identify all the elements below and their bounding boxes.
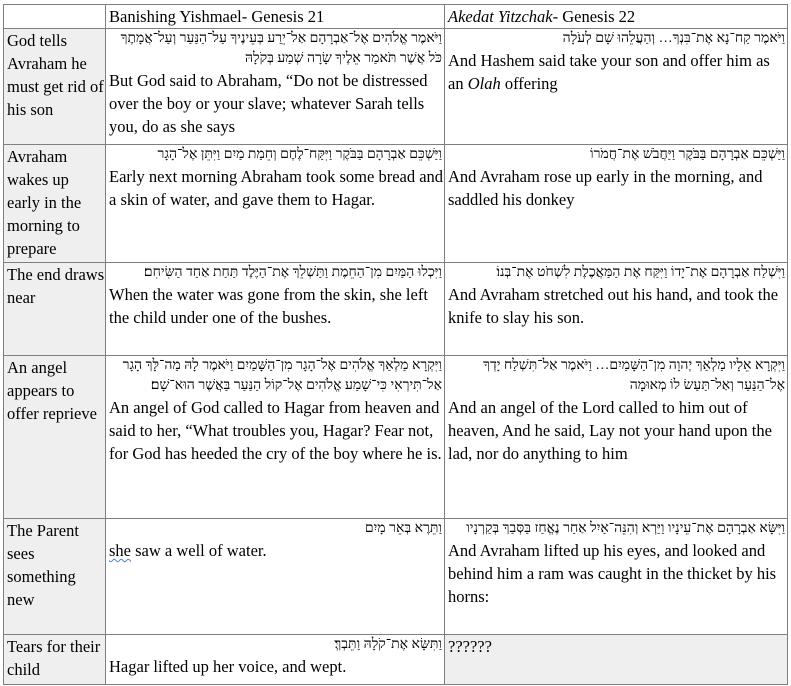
english-translation <box>109 539 444 562</box>
table-row <box>4 263 788 356</box>
genesis-21-cell <box>106 519 445 635</box>
header-genesis-22-text: - Genesis 22 <box>552 7 636 26</box>
english-translation: And Avraham stretched out his hand, and took the knife to slay his son. <box>448 285 779 327</box>
row-label <box>4 635 106 685</box>
row-label-text: God tells Avraham he must get rid of his son <box>7 31 104 119</box>
row-label <box>4 519 106 635</box>
spellcheck-word[interactable]: she <box>109 541 131 560</box>
hebrew-verse: וַיִּשְׁלַח אַבְרָהָם אֶת־יָדוֹ וַיִּקַּח אֶת הַמַּאֲכֶלֶת לִשְׁחֹט אֶת־בְּנוֹ׃ <box>496 265 785 280</box>
english-translation: But God said to Abraham, “Do not be distressed over the boy or your slave; whatever Sarah tells you, do as she says <box>109 71 428 136</box>
hebrew-verse: וַיִּקְרָא מַלְאַךְ אֱלֹהִים אֶל־הָגָר מִן־הַשָּׁמַיִם וַיֹּאמֶר לָהּ מַה־לָּךְ הָגָר אַל־תִּירְאִי כִּי־שָׁמַע אֱלֹהִים אֶל־קוֹל הַנַּעַר בַּאֲשֶׁר הוּא־שָׁם׃ <box>122 358 442 393</box>
hebrew-verse: וַתִּשָּׂא אֶת־קֹלָהּ וַתֵּבְךְּ׃ <box>334 637 442 652</box>
hebrew-verse: וַיֹּאמֶר קַח־נָא אֶת־בִּנְךָ… וְהַעֲלֵהוּ שָׁם לְעֹלָה <box>562 31 785 46</box>
row-label <box>4 263 106 356</box>
genesis-22-cell <box>445 356 788 519</box>
row-label <box>4 356 106 519</box>
row-label <box>4 29 106 145</box>
genesis-22-cell <box>445 263 788 356</box>
genesis-21-cell <box>106 356 445 519</box>
genesis-21-cell <box>106 145 445 263</box>
row-label-text: An angel appears to offer reprieve <box>7 358 97 423</box>
genesis-22-cell <box>445 519 788 635</box>
english-translation: Early next morning Abraham took some bread and a skin of water, and gave them to Hagar. <box>109 167 444 209</box>
header-genesis-22 <box>445 5 788 29</box>
hebrew-verse: וַיִּקְרָא אֵלָיו מַלְאַךְ יְהוָה מִן־הַשָּׁמַיִם… וַיֹּאמֶר אַל־תִּשְׁלַח יָדְךָ אֶל־הַנַּעַר וְאַל־תַּעַשׂ לוֹ מְאוּמָה <box>483 358 785 393</box>
row-label-text: Avraham wakes up early in the morning to prepare <box>7 147 82 258</box>
genesis-22-cell <box>445 29 788 145</box>
english-translation <box>448 49 787 95</box>
table-row <box>4 29 788 145</box>
hebrew-verse: וַיֹּאמֶר אֱלֹהִים אֶל־אַבְרָהָם אַל־יֵרַע בְּעֵינֶיךָ עַל־הַנַּעַר וְעַל־אֲמָתֶךָ כֹּל אֲשֶׁר תֹּאמַר אֵלֶיךָ שָׂרָה שְׁמַע בְּקֹלָהּ <box>120 31 442 66</box>
row-label-text: The end draws near <box>7 265 105 307</box>
english-translation: And Avraham rose up early in the morning, and saddled his donkey <box>448 167 763 209</box>
english-text: offering <box>500 74 558 93</box>
hebrew-verse: וַיִּכְלוּ הַמַּיִם מִן־הַחֵמֶת וַתַּשְׁלֵךְ אֶת־הַיֶּלֶד תַּחַת אַחַד הַשִּׂיחִם׃ <box>143 265 442 280</box>
english-translation: And an angel of the Lord called to him out of heaven, And he said, Lay not your hand upon the lad, nor do anything to him <box>448 398 772 463</box>
header-corner-cell <box>4 5 106 29</box>
english-translation: An angel of God called to Hagar from heaven and said to her, “What troubles you, Hagar? Fear not, for God has heeded the cry of the boy where he is. <box>109 398 442 463</box>
hebrew-verse: וַיִּשָּׂא אַבְרָהָם אֶת־עֵינָיו וַיַּרְא וְהִנֵּה־אַיִל אַחַר נֶאֱחַז בַּסְּבַךְ בְּקַרְנָיו <box>466 521 785 536</box>
english-text: saw a well of water. <box>131 541 267 560</box>
table-row <box>4 145 788 263</box>
english-translation: Hagar lifted up her voice, and wept. <box>109 657 347 676</box>
genesis-21-cell <box>106 635 445 685</box>
header-genesis-21 <box>106 5 445 29</box>
english-text: And Hashem said take your son and offer him as an <box>448 51 770 93</box>
english-translation: And Avraham lifted up his eyes, and looked and behind him a ram was caught in the thicket by his horns: <box>448 541 777 606</box>
header-akedat-title: Akedat Yitzchak <box>448 7 553 26</box>
row-label-text: Tears for their child <box>7 637 101 679</box>
header-genesis-21-text: Banishing Yishmael- Genesis 21 <box>109 7 325 26</box>
genesis-22-cell <box>445 635 788 685</box>
english-translation: ?????? <box>448 637 492 656</box>
hebrew-verse: וַתֵּרֶא בְּאֵר מָיִם <box>364 521 442 536</box>
english-translation: When the water was gone from the skin, she left the child under one of the bushes. <box>109 285 428 327</box>
table-row <box>4 356 788 519</box>
olah-italic-text: Olah <box>467 74 501 93</box>
hebrew-verse: וַיַּשְׁכֵּם אַבְרָהָם בַּבֹּקֶר וַיִּקַּח־לֶחֶם וְחֵמַת מַיִם וַיִּתֵּן אֶל־הָגָר <box>157 147 442 162</box>
row-label <box>4 145 106 263</box>
genesis-22-cell <box>445 145 788 263</box>
header-row <box>4 5 788 29</box>
table-row <box>4 519 788 635</box>
genesis-21-cell <box>106 263 445 356</box>
table-row <box>4 635 788 685</box>
row-label-text: The Parent sees something new <box>7 521 79 609</box>
hebrew-verse: וַיַּשְׁכֵּם אַבְרָהָם בַּבֹּקֶר וַיַּחֲבֹשׁ אֶת־חֲמֹרוֹ <box>590 147 785 162</box>
comparison-table <box>3 4 788 685</box>
genesis-21-cell <box>106 29 445 145</box>
